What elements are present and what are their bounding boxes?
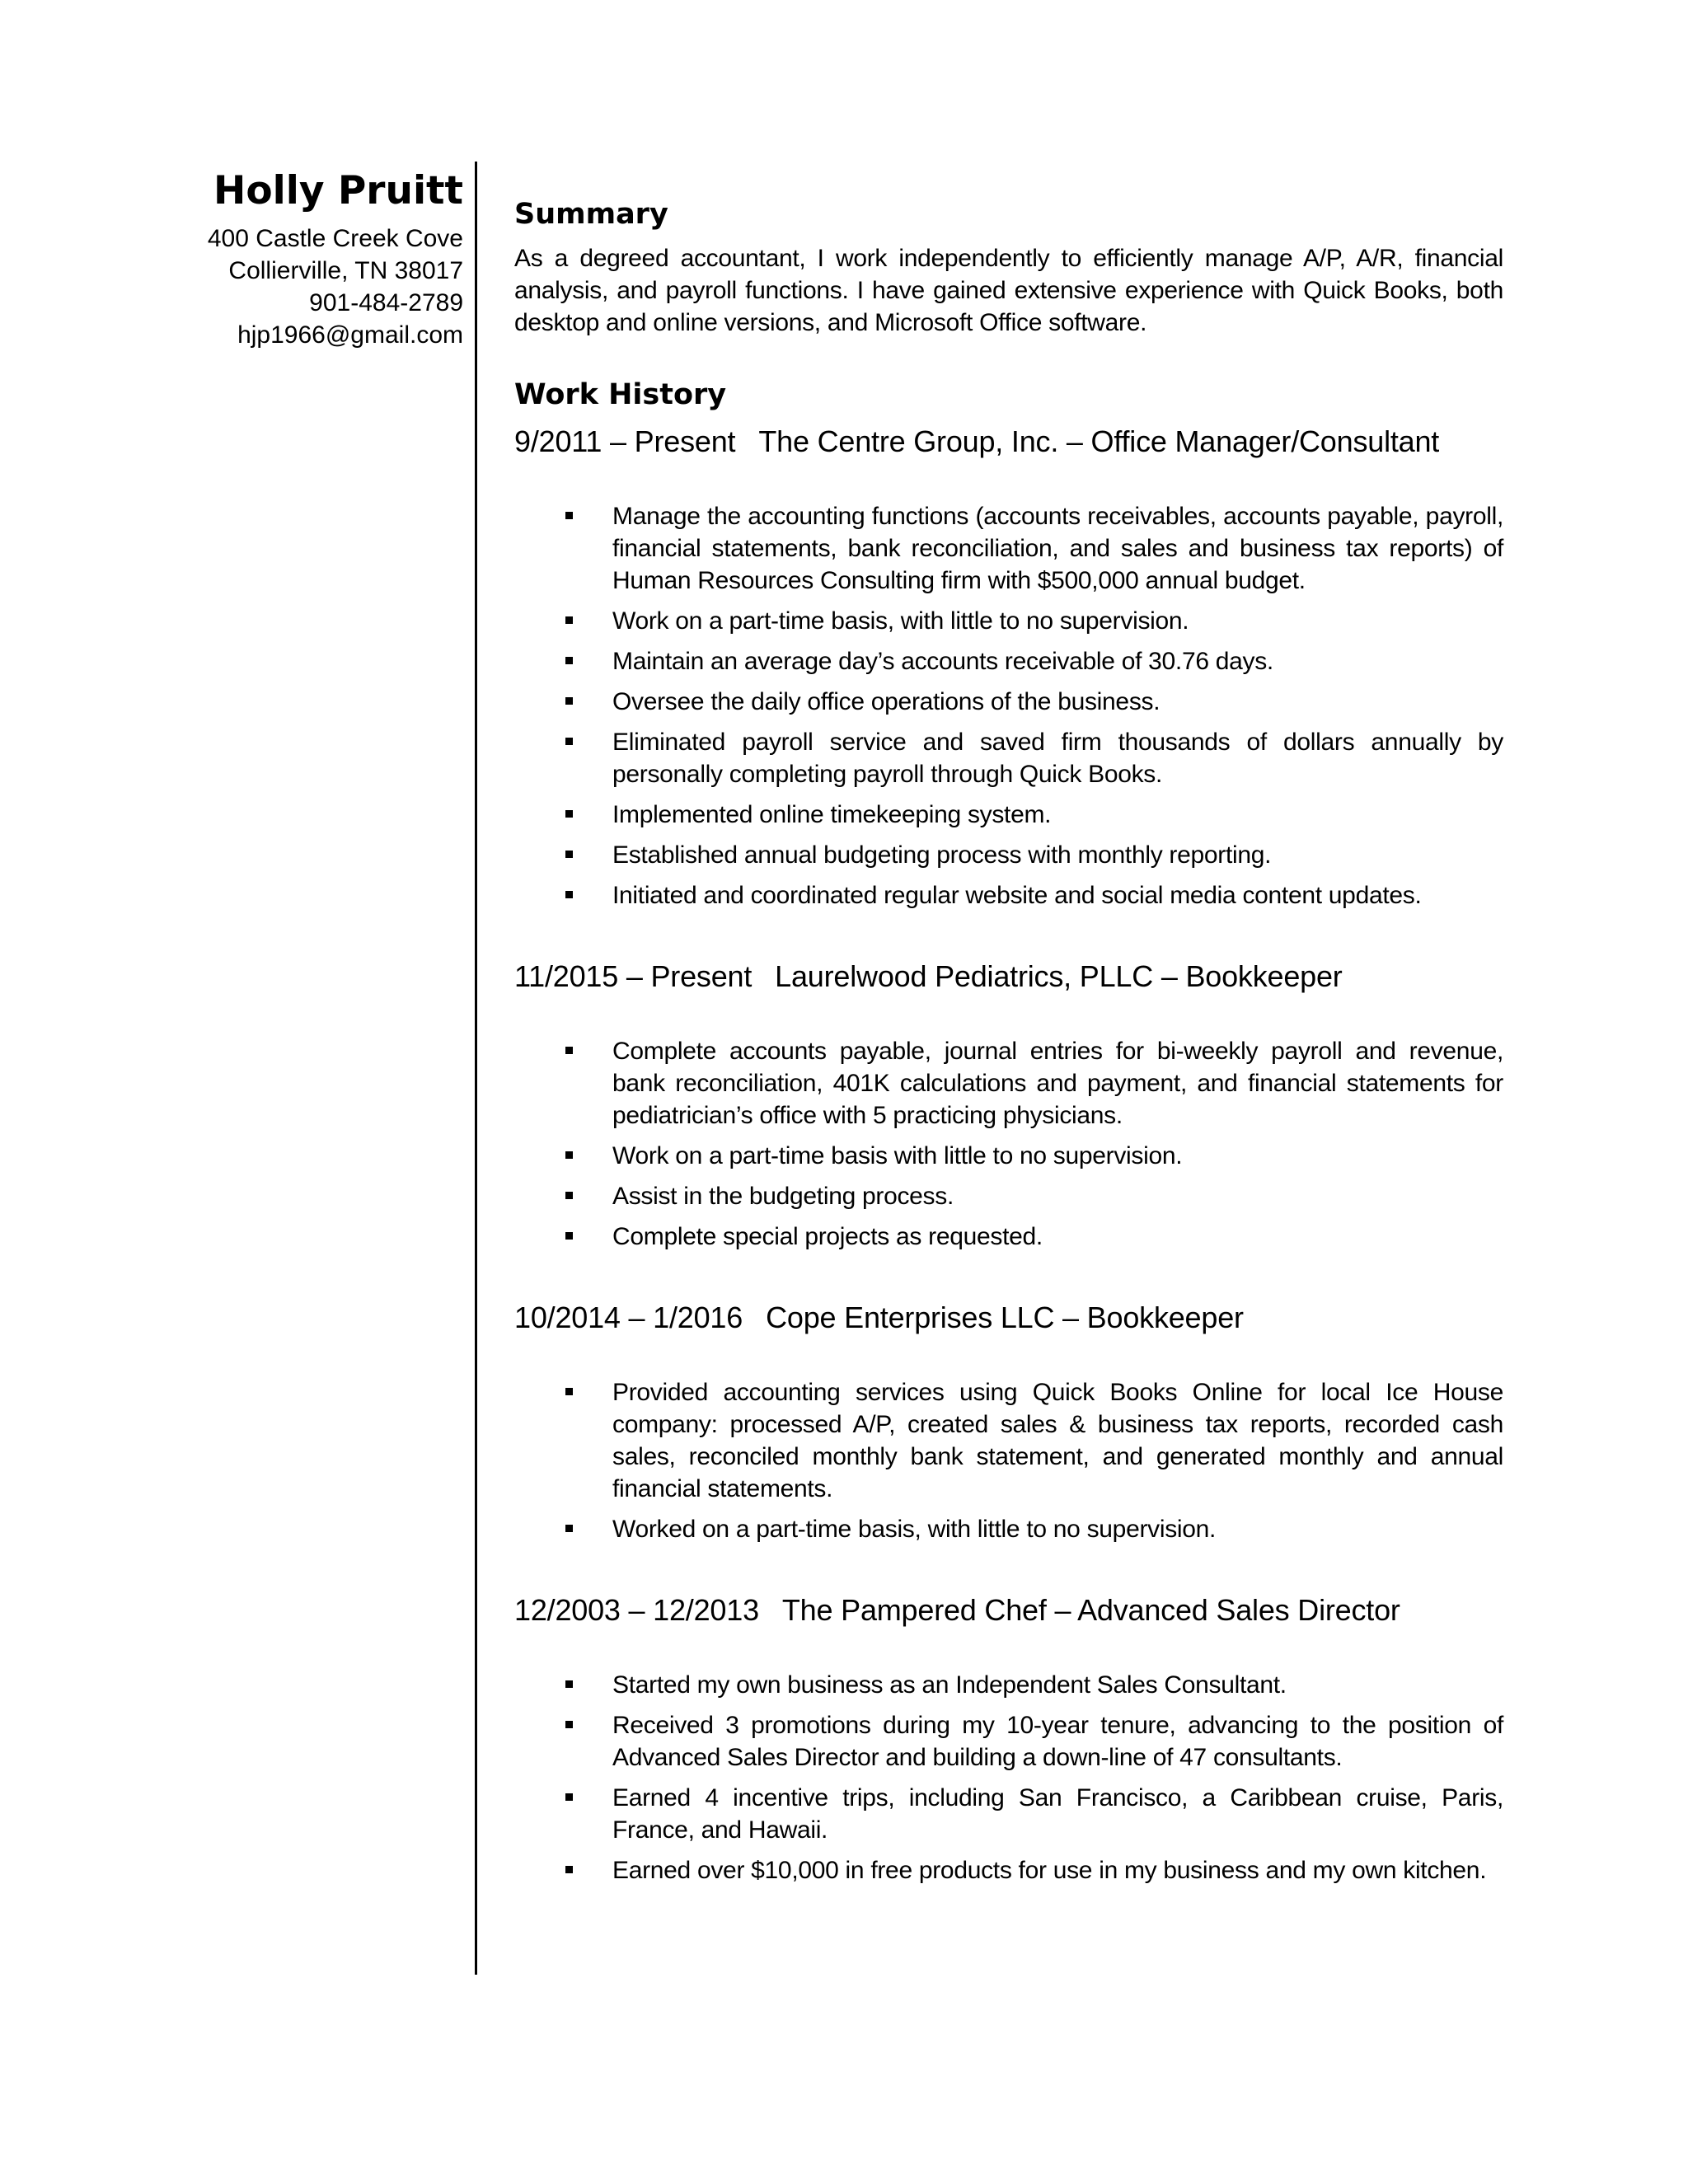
square-bullet-icon xyxy=(565,657,573,664)
bullet-text: Assist in the budgeting process. xyxy=(612,1183,954,1210)
square-bullet-icon xyxy=(565,616,573,624)
bullet-text: Earned over $10,000 in free products for use in my business and my own kitchen. xyxy=(612,1857,1487,1884)
square-bullet-icon xyxy=(565,1525,573,1532)
job-entry xyxy=(514,1299,1503,1545)
bullet-item xyxy=(514,1854,1503,1886)
job-dates: 9/2011 – Present xyxy=(514,424,736,458)
bullet-item xyxy=(514,839,1503,871)
job-entry xyxy=(514,958,1503,1253)
square-bullet-icon xyxy=(565,1680,573,1688)
work-history-heading: Work History xyxy=(514,378,727,411)
square-bullet-icon xyxy=(565,1793,573,1801)
bullet-text: Received 3 promotions during my 10-year tenure, advancing to the position of Advanced Sales Director and building a down-line of 47 consultants. xyxy=(612,1712,1503,1771)
contact-phone: 901-484-2789 xyxy=(309,289,463,316)
job-bullets xyxy=(514,1669,1503,1886)
summary-text: As a degreed accountant, I work independently to efficiently manage A/P, A/R, financial analysis, and payroll functions. I have gained extensive experience with Quick Books, both desktop and online versions, and Microsoft Office software. xyxy=(514,245,1503,336)
candidate-name: Holly Pruitt xyxy=(213,168,463,213)
bullet-item xyxy=(514,1180,1503,1212)
bullet-text: Worked on a part-time basis, with little to no supervision. xyxy=(612,1516,1217,1543)
vertical-divider xyxy=(475,162,477,1975)
square-bullet-icon xyxy=(565,1151,573,1159)
job-title: The Centre Group, Inc. – Office Manager/Consultant xyxy=(758,424,1440,458)
bullet-text: Manage the accounting functions (accounts receivables, accounts payable, payroll, financial statements, bank reconciliation, and sales and business tax reports) of Human Resources Consulting firm with $500,000 annual budget. xyxy=(612,503,1503,594)
job-bullets xyxy=(514,1035,1503,1253)
job-title-line xyxy=(514,958,1503,996)
job-dates: 11/2015 – Present xyxy=(514,959,753,993)
job-dates: 12/2003 – 12/2013 xyxy=(514,1593,759,1627)
job-title: The Pampered Chef – Advanced Sales Director xyxy=(781,1593,1400,1627)
square-bullet-icon xyxy=(565,512,573,519)
bullet-item xyxy=(514,1669,1503,1701)
bullet-item xyxy=(514,1376,1503,1505)
job-bullets xyxy=(514,500,1503,912)
bullet-item xyxy=(514,1221,1503,1253)
square-bullet-icon xyxy=(565,891,573,898)
bullet-text: Established annual budgeting process with monthly reporting. xyxy=(612,841,1272,869)
bullet-text: Maintain an average day’s accounts receivable of 30.76 days. xyxy=(612,648,1273,675)
square-bullet-icon xyxy=(565,738,573,745)
bullet-item xyxy=(514,605,1503,637)
contact-block xyxy=(124,165,463,351)
job-entry xyxy=(514,1591,1503,1886)
square-bullet-icon xyxy=(565,810,573,818)
bullet-text: Work on a part-time basis, with little to no supervision. xyxy=(612,607,1189,635)
square-bullet-icon xyxy=(565,1866,573,1873)
contact-email: hjp1966@gmail.com xyxy=(237,321,463,349)
bullet-text: Provided accounting services using Quick Books Online for local Ice House company: processed A/P, created sales & business tax reports, recorded cash sales, reconciled monthly bank statement, and generated monthly and annual financial statements. xyxy=(612,1379,1503,1502)
contact-address: 400 Castle Creek Cove xyxy=(207,225,463,252)
job-title-line xyxy=(514,1299,1503,1337)
square-bullet-icon xyxy=(565,1721,573,1728)
job-bullets xyxy=(514,1376,1503,1545)
bullet-item xyxy=(514,1782,1503,1846)
job-title-line xyxy=(514,1591,1503,1629)
square-bullet-icon xyxy=(565,1192,573,1199)
bullet-text: Oversee the daily office operations of the business. xyxy=(612,688,1160,715)
square-bullet-icon xyxy=(565,851,573,858)
main-column xyxy=(514,188,1503,1933)
bullet-item xyxy=(514,645,1503,677)
square-bullet-icon xyxy=(565,1047,573,1054)
job-dates: 10/2014 – 1/2016 xyxy=(514,1301,743,1334)
job-title: Cope Enterprises LLC – Bookkeeper xyxy=(766,1301,1244,1334)
job-title: Laurelwood Pediatrics, PLLC – Bookkeeper xyxy=(775,959,1343,993)
summary-heading: Summary xyxy=(514,198,668,231)
bullet-text: Complete special projects as requested. xyxy=(612,1223,1043,1250)
bullet-item xyxy=(514,1513,1503,1545)
bullet-text: Implemented online timekeeping system. xyxy=(612,801,1052,828)
bullet-item xyxy=(514,500,1503,597)
bullet-item xyxy=(514,799,1503,831)
bullet-item xyxy=(514,1035,1503,1132)
bullet-text: Complete accounts payable, journal entries for bi-weekly payroll and revenue, bank reconciliation, 401K calculations and payment, and financial statements for pediatrician’s office with 5 practicing physicians. xyxy=(612,1038,1503,1129)
bullet-text: Work on a part-time basis with little to no supervision. xyxy=(612,1142,1183,1169)
bullet-item xyxy=(514,1709,1503,1774)
square-bullet-icon xyxy=(565,1232,573,1240)
bullet-item xyxy=(514,726,1503,790)
bullet-item xyxy=(514,686,1503,718)
job-entry xyxy=(514,423,1503,912)
bullet-text: Earned 4 incentive trips, including San Francisco, a Caribbean cruise, Paris, France, and Hawaii. xyxy=(612,1784,1503,1844)
bullet-text: Eliminated payroll service and saved firm thousands of dollars annually by personally completing payroll through Quick Books. xyxy=(612,729,1503,788)
contact-city: Collierville, TN 38017 xyxy=(228,257,463,284)
square-bullet-icon xyxy=(565,697,573,705)
job-title-line xyxy=(514,423,1503,461)
square-bullet-icon xyxy=(565,1388,573,1395)
bullet-item xyxy=(514,879,1503,912)
bullet-text: Started my own business as an Independent Sales Consultant. xyxy=(612,1671,1287,1699)
bullet-text: Initiated and coordinated regular website and social media content updates. xyxy=(612,882,1422,909)
bullet-item xyxy=(514,1140,1503,1172)
